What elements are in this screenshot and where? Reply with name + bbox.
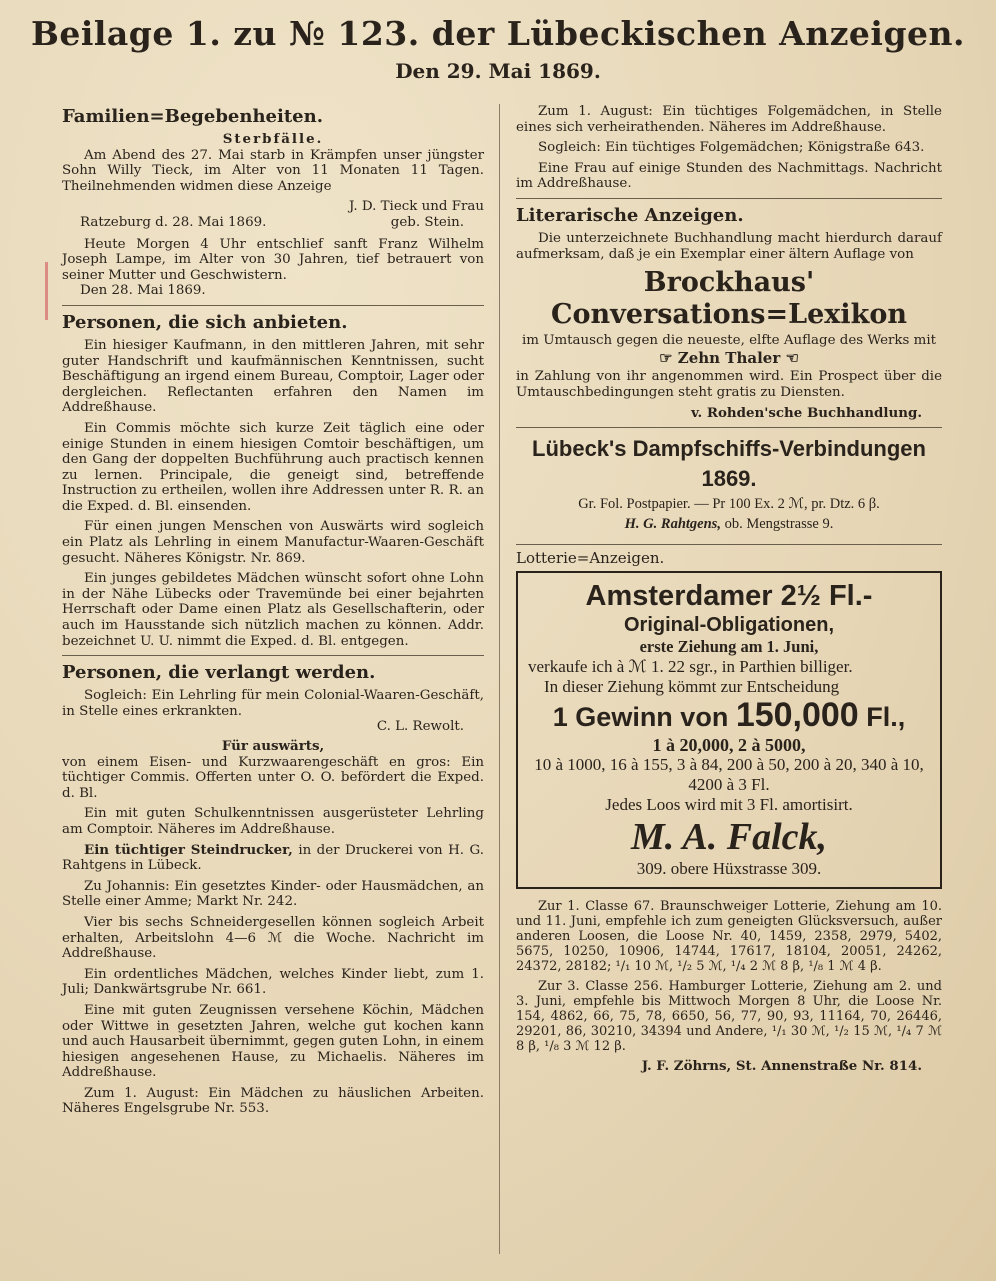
left-column <box>62 104 484 1122</box>
wanted-koechin: Eine mit guten Zeugnissen versehene Köchin, Mädchen oder Wittwe in gesetzten Jahren, welche gut kochen kann und auch Hausarbeit übernimmt, gegen guten Lohn, in einem hiesigen angesehenen Hause, zu Michaelis. Näheres im Addreßhause. <box>62 1002 484 1081</box>
lottery-seller: M. A. Falck, <box>631 815 827 858</box>
lottery-hamburg: Zur 3. Classe 256. Hamburger Lotterie, Ziehung am 2. und 3. Juni, empfehle bis Mittwoch Morgen 8 Uhr, die Loose Nr. 154, 4862, 66, 75, 78, 6650, 56, 77, 90, 93, 11164, 70, 26446, 29201, 86, 30210, 34394 und Andere, ¹/₁ 30 ℳ, ¹/₂ 15 ℳ, ¹/₄ 7 ℳ 8 β, ¹/₈ 3 ℳ 12 β. <box>516 978 942 1054</box>
wanted-comptoir-lehrling: Ein mit guten Schulkenntnissen ausgerüsteter Lehrling am Comptoir. Näheres im Addreßhause. <box>62 806 484 837</box>
notice-lampe: Heute Morgen 4 Uhr entschlief sanft Franz Wilhelm Joseph Lampe, im Alter von 30 Jahren, tief betrauert von seiner Mutter und Geschwistern. <box>62 236 484 283</box>
red-ink-mark <box>45 262 48 320</box>
lottery-main-prize-post: Fl., <box>858 701 906 732</box>
wanted-lehrling: Sogleich: Ein Lehrling für mein Colonial-Waaren-Geschäft, in Stelle eines erkrankten. <box>62 688 484 719</box>
page-title: Beilage 1. zu № 123. der Lübeckischen Anzeigen. <box>30 14 966 53</box>
offer-maedchen: Ein junges gebildetes Mädchen wünscht sofort ohne Lohn in der Nähe Lübecks oder Travemünde bei einer bejahrten Herrschaft oder Dame einen Platz als Gesellschafterin, oder auch im Hausstande sich nützlich machen zu können. Addr. bezeichnet U. U. nimmt die Exped. d. Bl. entgegen. <box>62 571 484 649</box>
section-heading-lotterie: Lotterie=Anzeigen. <box>516 549 665 568</box>
wanted-frau: Eine Frau auf einige Stunden des Nachmittags. Nachricht im Addreßhause. <box>516 160 942 192</box>
wanted-steindrucker-text: in der Druckerei von H. G. Rahtgens in Lübeck. <box>62 842 485 874</box>
lit-signature: v. Rohden'sche Buchhandlung. <box>691 404 922 421</box>
offer-commis: Ein Commis möchte sich kurze Zeit täglich eine oder einige Stunden in einem hiesigen Comtoir beschäftigen, um den Gang der doppelten Buchführung auch practisch kennen zu lernen. Principale, die geneigt sind, betreffende Instruction zu ertheilen, wollen ihre Addressen unter R. R. an die Exped. d. Bl. einsenden. <box>62 420 484 514</box>
lottery-headline: Amsterdamer 2½ Fl.- <box>585 579 873 612</box>
wanted-schneider: Vier bis sechs Schneidergesellen können sogleich Arbeit erhalten, Arbeitslohn 4—6 ℳ die Woche. Nachricht im Addreßhause. <box>62 914 484 962</box>
wanted-folgemaedchen-1: Zum 1. August: Ein tüchtiges Folgemädchen, in Stelle eines sich verheirathenden. Näheres im Addreßhause. <box>516 104 942 135</box>
lottery-main-prize-pre: 1 Gewinn von <box>552 701 736 732</box>
divider <box>516 198 942 199</box>
masthead <box>0 12 996 84</box>
dampfschiff-publisher <box>516 514 942 534</box>
offer-kaufmann: Ein hiesiger Kaufmann, in den mittleren Jahren, mit sehr guter Handschrift und kaufmännischen Kenntnissen, sucht Beschäftigung an irgend einem Bureau, Comptoir, Lager oder dergleichen. Reflectanten erfahren den Namen im Addreßhause. <box>62 337 484 416</box>
wanted-haeusliche-arbeiten: Zum 1. August: Ein Mädchen zu häuslichen Arbeiten. Näheres Engelsgrube Nr. 553. <box>62 1085 484 1117</box>
column-divider <box>499 104 500 1254</box>
divider <box>516 544 942 545</box>
lottery-other-prizes: 10 à 1000, 16 à 155, 3 à 84, 200 à 50, 200 à 20, 340 à 10, 4200 à 3 Fl. <box>534 754 924 794</box>
divider <box>516 427 942 428</box>
zehn-thaler: ☞ Zehn Thaler ☜ <box>659 348 799 367</box>
lottery-second-prizes: 1 à 20,000, 2 à 5000, <box>652 734 806 755</box>
wanted-kindermaedchen: Ein ordentliches Mädchen, welches Kinder liebt, zum 1. Juli; Dankwärtsgrube Nr. 661. <box>62 966 484 998</box>
notice-lampe-date: Den 28. Mai 1869. <box>80 283 206 299</box>
lottery-main-prize-amount: 150,000 <box>735 695 859 734</box>
wanted-lehrling-signature: C. L. Rewolt. <box>376 719 464 735</box>
lit-intro: Die unterzeichnete Buchhandlung macht hierdurch darauf aufmerksam, daß je ein Exemplar einer ältern Auflage von <box>516 230 942 262</box>
wanted-steindrucker-bold: Ein tüchtiger Steindrucker, <box>84 841 293 858</box>
section-heading-literarische: Literarische Anzeigen. <box>516 204 744 226</box>
subheading-sterbfaelle: Sterbfälle. <box>222 131 324 147</box>
notice-tieck-signature-2: geb. Stein. <box>390 214 464 230</box>
wanted-folgemaedchen-2: Sogleich: Ein tüchtiges Folgemädchen; Königstraße 643. <box>538 140 925 156</box>
wanted-hausmaedchen: Zu Johannis: Ein gesetztes Kinder- oder Hausmädchen, an Stelle einer Amme; Markt Nr. 242. <box>62 878 484 910</box>
notice-tieck-place: Ratzeburg d. 28. Mai 1869. <box>80 214 267 230</box>
lit-umtausch: im Umtausch gegen die neueste, elfte Auflage des Werks mit <box>521 333 937 349</box>
dampfschiff-publisher-addr: ob. Mengstrasse 9. <box>724 516 834 533</box>
section-heading-verlangt: Personen, die verlangt werden. <box>62 662 376 684</box>
lottery-main-prize <box>528 697 930 735</box>
notice-tieck-signature: J. D. Tieck und Frau <box>349 199 484 215</box>
notice-tieck-footer <box>62 215 484 231</box>
lottery-ziehung: erste Ziehung am 1. Juni, <box>639 636 819 656</box>
lottery-braunschweig: Zur 1. Classe 67. Braunschweiger Lotterie, Ziehung am 10. und 11. Juni, empfehle ich zum geneigten Glücksversuch, außer anderen Loosen, die Loose Nr. 40, 1459, 2358, 2979, 5402, 5675, 10250, 10906, 14744, 17617, 18104, 20051, 24262, 24372, 28182; ¹/₁ 10 ℳ, ¹/₂ 5 ℳ, ¹/₄ 2 ℳ 8 β, ¹/₈ 1 ℳ 4 β. <box>516 898 942 974</box>
notice-tieck: Am Abend des 27. Mai starb in Krämpfen unser jüngster Sohn Willy Tieck, im Alter von 11 Monaten 11 Tagen. Theilnehmenden widmen diese Anzeige <box>62 147 484 194</box>
lottery-obligationen: Original-Obligationen, <box>624 613 834 636</box>
wanted-steindrucker <box>62 843 484 874</box>
dampfschiff-title: Lübeck's Dampfschiffs-Verbindungen 1869. <box>532 436 926 492</box>
lottery-signature: J. F. Zöhrns, St. Annenstraße Nr. 814. <box>641 1057 922 1074</box>
dampfschiff-price: Gr. Fol. Postpapier. — Pr 100 Ex. 2 ℳ, pr. Dtz. 6 β. <box>578 496 880 513</box>
section-heading-familien: Familien=Begebenheiten. <box>62 106 323 127</box>
wanted-auswaerts-heading: Für auswärts, <box>221 738 325 754</box>
lottery-amortisirt: Jedes Loos wird mit 3 Fl. amortisirt. <box>605 794 853 814</box>
divider <box>62 305 484 306</box>
lottery-ad-box <box>516 571 942 889</box>
right-column <box>516 104 942 1074</box>
offer-lehrling: Für einen jungen Menschen von Auswärts wird sogleich ein Platz als Lehrling in einem Manufactur-Waaren-Geschäft gesucht. Näheres Königstr. Nr. 869. <box>62 519 484 566</box>
section-heading-anbieten: Personen, die sich anbieten. <box>62 311 348 333</box>
page-date: Den 29. Mai 1869. <box>395 59 601 83</box>
lottery-seller-address: 309. obere Hüxstrasse 309. <box>636 858 822 878</box>
wanted-commis: von einem Eisen- und Kurzwaarengeschäft en gros: Ein tüchtiger Commis. Offerten unter O. O. befördert die Exped. d. Bl. <box>62 754 484 801</box>
lit-prospect: in Zahlung von ihr angenommen wird. Ein Prospect über die Umtauschbedingungen steht gratis zu Diensten. <box>516 369 942 400</box>
dampfschiff-publisher-name: H. G. Rahtgens, <box>624 516 721 533</box>
lottery-price: verkaufe ich à ℳ 1. 22 sgr., in Parthien billiger. <box>528 656 853 676</box>
divider <box>62 655 484 656</box>
brockhaus-title: Brockhaus' Conversations=Lexikon <box>551 267 907 331</box>
lottery-entscheidung: In dieser Ziehung kömmt zur Entscheidung <box>544 676 840 696</box>
